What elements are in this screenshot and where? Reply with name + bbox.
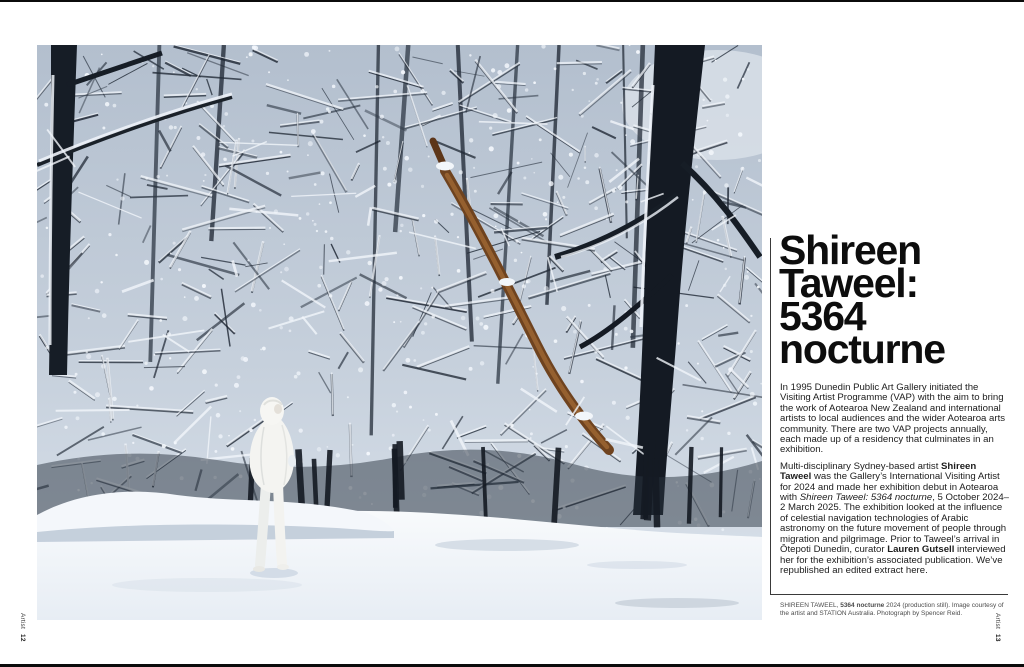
folio-right: [994, 613, 1001, 642]
folio-page-number: 13: [994, 634, 1001, 642]
folio-page-number: 12: [19, 634, 26, 642]
photo-snowy-forest: [37, 45, 762, 620]
intro-paragraph: In 1995 Dunedin Public Art Gallery initiated the Visiting Artist Programme (VAP) with the aim to bring the work of Aotearoa New Zealand and international artists to local audiences and the wider Aotearoa arts community. There are two VAP projects annually, each made up of a residency that culminates in an exhibition.: [780, 382, 1006, 456]
folio-left: [19, 613, 26, 642]
second-paragraph: Multi-disciplinary Sydney-based artist Shireen Taweel was the Gallery’s International Visiting Artist for 2024 and made her exhibition debut in Aotearoa with Shireen Taweel: 5364 nocturne, 5 October 2024–2 March 2025. The exhibition looked at the influence of celestial navigation technologies of Arabic astronomy on the future movement of people through migration and pilgrimage. Prior to Taweel’s arrival in Ōtepoti Dunedin, curator Lauren Gutsell interviewed her for the exhibition’s associated publication. We’ve republished an edited extract here.: [780, 460, 1009, 576]
photo-caption: SHIREEN TAWEEL, 5364 nocturne 2024 (production still). Image courtesy of the artist and STATION Australia. Photograph by Spencer Reid.: [780, 602, 1004, 617]
column-rule-vertical: [770, 238, 771, 594]
folio-label: Artist: [994, 613, 1001, 630]
title-line: Taweel:: [779, 260, 918, 306]
title-line: nocturne: [779, 326, 945, 372]
caption-rule-horizontal: [770, 594, 1008, 595]
forest-illustration: [37, 45, 762, 620]
title-line: 5364: [779, 293, 866, 339]
title-line: Shireen: [779, 227, 921, 273]
article-body: [780, 383, 1009, 582]
page-edge-top: [0, 0, 1024, 2]
folio-label: Artist: [19, 613, 26, 630]
article-title: [779, 227, 1019, 372]
